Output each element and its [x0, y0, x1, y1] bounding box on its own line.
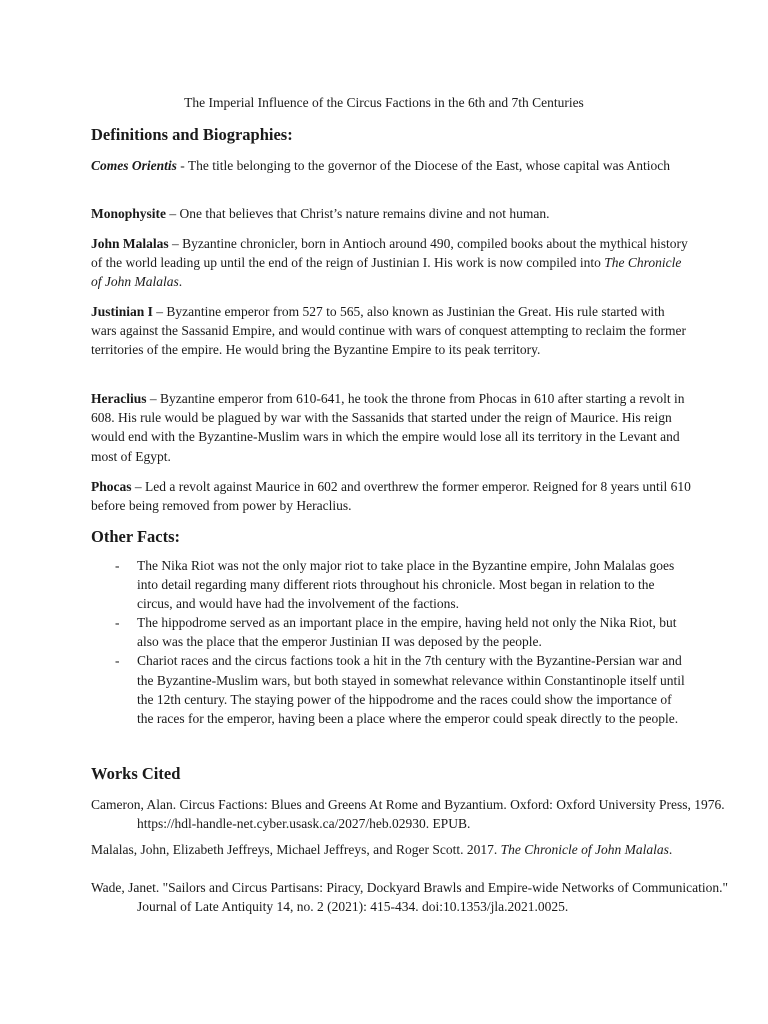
definition-term: John Malalas [91, 236, 169, 251]
definition-text: Byzantine chronicler, born in Antioch around 490, compiled books about the mythical history of the world leading up until the end of the reign of Justinian I. His work is now compiled into [91, 236, 688, 271]
citation-cameron: Cameron, Alan. Circus Factions: Blues and Greens At Rome and Byzantium. Oxford: Oxford University Press, 1976. https://hdl-handle-net.cyber.usask.ca/2027/heb.02930. EPUB. [91, 797, 725, 832]
definition-monophysite: Monophysite – One that believes that Christ’s nature remains divine and not human. [91, 206, 550, 221]
definition-text: The title belonging to the governor of the Diocese of the East, whose capital was Antioch [187, 158, 671, 173]
other-facts-heading: Other Facts: [91, 527, 181, 546]
definition-text: Led a revolt against Maurice in 602 and overthrew the former emperor. Reigned for 8 years until 610 before being removed from power by Heraclius. [91, 479, 691, 514]
definition-text: Byzantine emperor from 610-641, he took the throne from Phocas in 610 after starting a revolt in 608. His rule would be plagued by war with the Sassanids that started under the reign of Maurice. His reign would end with the Byzantine-Muslim wars in which the empire would lose all its territory in the Levant and most of Egypt. [91, 391, 685, 464]
book-title: The Chronicle of John Malalas [91, 255, 682, 290]
other-facts-list [91, 556, 691, 728]
definition-text: Byzantine emperor from 527 to 565, also known as Justinian the Great. His rule started with wars against the Sassanid Empire, and would continue with wars of conquest attempting to reclaim the former territories of the empire. He would bring the Byzantine Empire to its peak territory. [91, 304, 686, 358]
definition-phocas: Phocas – Led a revolt against Maurice in 602 and overthrew the former emperor. Reigned for 8 years until 610 before being removed from power by Heraclius. [91, 479, 691, 514]
bullet-dash: - [115, 558, 120, 573]
bullet-dash: - [115, 653, 120, 669]
book-title: The Chronicle of John Malalas [500, 842, 669, 857]
definition-text: One that believes that Christ’s nature remains divine and not human. [179, 206, 550, 221]
definition-heraclius: Heraclius – Byzantine emperor from 610-641, he took the throne from Phocas in 610 after starting a revolt in 608. His rule would be plagued by war with the Sassanids that started under the reign of Maurice. His reign would end with the Byzantine-Muslim wars in which the empire would lose all its territory in the Levant and most of Egypt. [91, 391, 685, 464]
definition-comes-orientis: Comes Orientis - The title belonging to the governor of the Diocese of the East, whose capital was Antioch [91, 158, 671, 173]
list-item: - The Nika Riot was not the only major riot to take place in the Byzantine empire, John Malalas goes into detail regarding many different riots throughout his chronicle. Most began in relation to the circus, and would have had the involvement of the factions. [115, 558, 675, 612]
definition-term: Phocas [91, 479, 132, 494]
document-title: The Imperial Influence of the Circus Factions in the 6th and 7th Centuries [184, 95, 584, 110]
list-item: - The hippodrome served as an important place in the empire, having held not only the Nika Riot, but also was the place that the emperor Justinian II was deposed by the people. [115, 615, 677, 650]
citation-wade: Wade, Janet. "Sailors and Circus Partisans: Piracy, Dockyard Brawls and Empire-wide Networks of Communication." Journal of Late Antiquity 14, no. 2 (2021): 415-434. doi:10.1353/jla.2021.0025. [91, 880, 729, 915]
definition-john-malalas: John Malalas – Byzantine chronicler, born in Antioch around 490, compiled books about the mythical history of the world leading up until the end of the reign of Justinian I. His work is now compiled into The Chronicle of John Malalas. [91, 236, 688, 290]
definition-justinian: Justinian I – Byzantine emperor from 527 to 565, also known as Justinian the Great. His rule started with wars against the Sassanid Empire, and would continue with wars of conquest attempting to reclaim the former territories of the empire. He would bring the Byzantine Empire to its peak territory. [91, 304, 686, 358]
definition-term: Heraclius [91, 391, 147, 406]
bullet-dash: - [115, 615, 120, 631]
definition-term: Monophysite [91, 206, 167, 221]
citation-malalas: Malalas, John, Elizabeth Jeffreys, Michael Jeffreys, and Roger Scott. 2017. The Chronicle of John Malalas. [91, 842, 673, 857]
definition-term: Comes Orientis [91, 158, 177, 173]
works-cited-heading: Works Cited [91, 764, 181, 783]
definition-term: Justinian I [91, 304, 153, 319]
list-item: - Chariot races and the circus factions took a hit in the 7th century with the Byzantine-Persian war and the Byzantine-Muslim wars, but both stayed in somewhat relevance within Constantinople itself until the 12th century. The staying power of the hippodrome and the races could show the importance of the races for the emperor, having been a place where the emperor could speak directly to the people. [115, 653, 685, 726]
definitions-heading: Definitions and Biographies: [91, 125, 293, 144]
